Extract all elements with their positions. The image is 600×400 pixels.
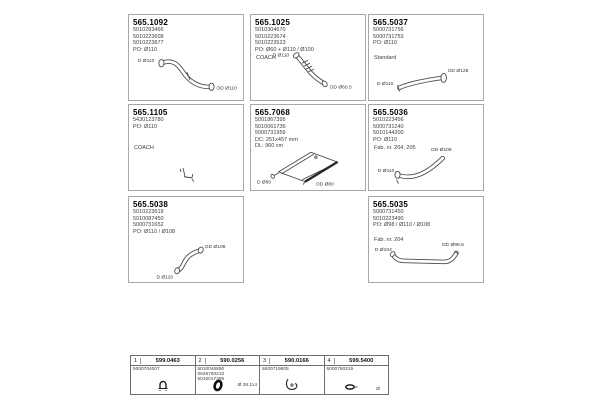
oem-ref: 5010283466 [133,27,164,33]
part-box-565-5037[interactable] [368,14,484,101]
outlet-label: OD Ø109 [430,148,452,154]
po-spec: PO: Ø110 [133,123,158,130]
gasket-dimension: Ø 38.114 [237,383,257,388]
part-box-565-1025[interactable] [250,14,366,101]
accessory-index: 4 [325,358,335,364]
muffler-drawing [251,136,365,189]
part-box-565-7068[interactable] [250,104,366,191]
pipe-drawing [129,139,243,189]
part-box-565-1105[interactable] [128,104,244,191]
part-box-565-5035[interactable] [368,196,484,283]
pipe-drawing [369,49,483,99]
part-number: 565.5035 [373,200,408,209]
inlet-label: D Ø110 [377,168,395,174]
note: Fab. nr. 204, 205 [374,145,416,151]
note: COACH [134,145,154,151]
accessories-strip [130,355,389,395]
oem-ref: 5000731753 [373,33,404,40]
accessory-part-number: 590.0256 [220,357,245,364]
part-number: 565.5038 [133,200,168,209]
oem-ref: 5010223877 [133,40,164,46]
note: Fab. nr. 204 [374,237,404,243]
ring-seal-icon [344,382,358,392]
dimension-spec: DC: 251x457 mm [255,136,298,143]
pipe-drawing [369,136,483,189]
part-box-565-1092[interactable] [128,14,244,101]
accessory-index: 1 [131,358,141,364]
oem-ref: 5000731240 [373,123,404,130]
accessory-index: 3 [260,358,270,364]
po-spec: PO: Ø98 / Ø110 / Ø108 [373,222,431,228]
hanger-hook-icon [284,377,300,392]
outlet-label: OD Ø60.5 [329,85,352,91]
pipe-drawing [129,228,243,281]
note: COACH [256,55,276,61]
oem-ref: 5000704007 [133,367,160,372]
ring-dimension: Ø [376,387,380,392]
pipe-drawing [251,46,365,99]
accessory-cell-599-0463[interactable] [131,356,195,394]
oem-ref: 5010046890 [197,367,225,372]
accessory-part-number: 599.0463 [155,357,180,364]
part-number: 565.1025 [255,18,290,27]
part-number: 565.5037 [373,18,408,27]
accessory-cell-590-0256[interactable] [195,356,260,394]
part-number: 565.7068 [255,108,290,117]
clamp-icon [156,379,169,392]
outlet-label: OD Ø80 [315,182,334,188]
oem-ref: 5010223619 [133,209,164,215]
po-spec: PO: Ø110 [373,136,398,143]
inlet-label: D Ø110 [376,81,394,87]
oem-ref: 5000731756 [373,27,404,33]
inlet-label: D Ø80 [256,180,272,186]
oem-ref: 5010223456 [373,117,404,123]
outlet-label: OD Ø110 [216,86,237,92]
oem-ref: 5001867395 [255,117,286,123]
accessory-cell-590-0166[interactable] [259,356,324,394]
oem-ref: 5010223490 [373,215,404,222]
accessory-index: 2 [196,358,206,364]
gasket-icon [212,379,224,392]
part-box-565-5038[interactable] [128,196,244,283]
oem-ref: 5010144200 [373,130,404,136]
oem-ref: 5010223674 [255,33,286,40]
oem-ref: 0626760210 [197,372,225,378]
accessory-part-number: 590.0166 [284,357,309,364]
inlet-label: D Ø104 [374,248,392,254]
po-spec: PO: Ø110 / Ø108 [133,228,176,235]
part-number: 565.5036 [373,108,408,117]
oem-ref: 5010087450 [133,215,164,222]
oem-ref: 5010061736 [255,123,286,130]
pipe-drawing [369,231,483,281]
dimension-spec: DL: 960 cm [255,143,284,149]
outlet-label: OD Ø128 [447,69,469,75]
oem-ref: 5000731450 [373,209,404,215]
oem-ref: 5000731959 [255,130,286,136]
inlet-label: D Ø110 [272,53,290,59]
part-number: 565.1092 [133,18,168,27]
oem-ref: 5430123780 [133,117,164,123]
oem-ref: 5000731652 [133,222,164,228]
po-spec: PO: Ø110 [373,40,398,46]
oem-ref: 5000719605 [262,367,289,372]
oem-ref: 5010223523 [255,40,286,46]
inlet-label: D Ø110 [156,275,174,281]
inlet-label: D Ø110 [137,59,155,65]
po-spec: PO: Ø60 + Ø110 / Ø100 [255,46,314,53]
part-number: 565.1105 [133,108,168,117]
pipe-drawing [129,46,243,99]
accessory-cell-599-5400[interactable] [324,356,389,394]
oem-ref: 5010223608 [133,33,164,40]
accessory-part-number: 599.5400 [349,357,374,364]
po-spec: PO: Ø110 [133,46,158,53]
outlet-label: OD Ø108 [204,245,226,251]
outlet-label: OD Ø98.5 [441,243,464,249]
part-box-565-5036[interactable] [368,104,484,191]
note: Standard [374,55,397,61]
oem-ref: 5010304670 [255,27,286,33]
oem-ref: 5010017395 [197,377,225,383]
oem-ref: 5000750315 [326,367,354,372]
